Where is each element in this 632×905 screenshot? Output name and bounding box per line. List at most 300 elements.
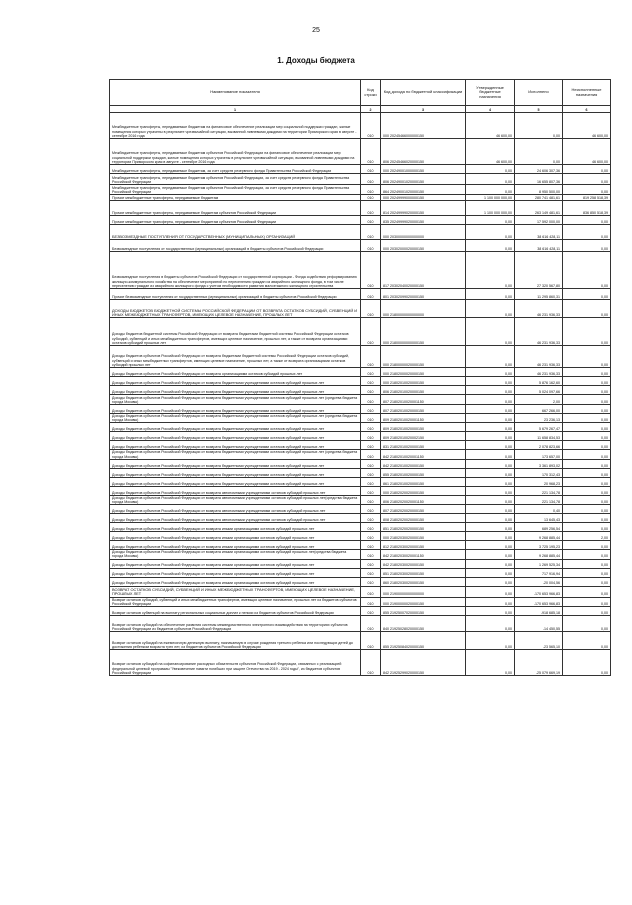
row-executed: 0,40 <box>515 505 563 514</box>
row-line-code: 010 <box>361 216 381 225</box>
row-name: Безвозмездные поступления от государственных (муниципальных) организаций в бюджеты субъектов Российской Федерации <box>110 240 361 252</box>
row-approved: 0,00 <box>466 495 515 504</box>
table-row <box>110 377 611 386</box>
row-unexecuted: 0,00 <box>563 300 611 318</box>
row-line-code: 010 <box>361 650 381 676</box>
row-line-code: 010 <box>361 405 381 414</box>
row-budget-code: 809 21802010020002150 <box>381 432 466 441</box>
table-row <box>110 300 611 318</box>
table-row <box>110 289 611 300</box>
row-approved: 0,00 <box>466 423 515 432</box>
row-approved: 0,00 <box>466 165 515 174</box>
table-row <box>110 486 611 495</box>
row-name: Доходы бюджетов субъектов Российской Федерации от возврата автономными учреждениями остатков субсидий прошлых лет(средства бюджета города Москвы) <box>110 495 361 504</box>
row-unexecuted: 0,00 <box>563 523 611 532</box>
col-header-budget-code: Код дохода по бюджетной классификации <box>381 80 466 106</box>
row-name: Доходы бюджетов субъектов Российской Федерации от возврата иными организациями остатков субсидий прошлых лет <box>110 541 361 550</box>
row-line-code: 010 <box>361 113 381 139</box>
row-executed: 46 231 936,33 <box>515 346 563 368</box>
row-name: Межбюджетные трансферты, передаваемые бюджетам субъектов Российской Федерации, за счет средств резервного фонда Правительства Российской Федерации <box>110 185 361 195</box>
row-budget-code: 809 21802010020001150 <box>381 414 466 423</box>
row-executed: 1 269 525,34 <box>515 559 563 568</box>
row-line-code: 010 <box>361 139 381 165</box>
row-name: Доходы бюджетов субъектов Российской Федерации от возврата иными организациями остатков субсидий прошлых лет <box>110 559 361 568</box>
row-approved: 0,00 <box>466 240 515 252</box>
row-approved: 0,00 <box>466 505 515 514</box>
row-approved: 0,00 <box>466 616 515 632</box>
row-name: Возврат остатков субсидий на обеспечение развития системы межведомственного электронного взаимодействия на территориях субъектов Российской Федерации из бюджетов субъектов Российской Федерации <box>110 616 361 632</box>
table-row <box>110 468 611 477</box>
table-header <box>110 80 611 113</box>
col-num-5: 5 <box>515 106 563 113</box>
row-name: Прочие межбюджетные трансферты, передаваемые бюджетам <box>110 195 361 201</box>
row-budget-code: 855 21802010020000150 <box>381 468 466 477</box>
row-budget-code: 806 21802020020001150 <box>381 495 466 504</box>
row-line-code: 010 <box>361 477 381 486</box>
row-line-code: 010 <box>361 505 381 514</box>
row-executed: -170 653 966,83 <box>515 586 563 597</box>
row-line-code: 010 <box>361 459 381 468</box>
row-line-code: 010 <box>361 185 381 195</box>
table-row <box>110 532 611 541</box>
row-unexecuted: 0,00 <box>563 505 611 514</box>
table-row <box>110 632 611 650</box>
row-name: Доходы бюджетов бюджетной системы Российской Федерации от возврата бюджетами бюджетной системы Российской Федерации остатков субсидий, субвенций и иных межбюджетных трансфертов, имеющих целевое назначение, прошлых лет, а также от возврата организациями остатков субсидий прошлых лет <box>110 318 361 346</box>
row-line-code: 010 <box>361 632 381 650</box>
row-name: Доходы бюджетов субъектов Российской Федерации от возврата автономными учреждениями остатков субсидий прошлых лет <box>110 486 361 495</box>
row-approved: 0,00 <box>466 586 515 597</box>
row-budget-code: 842 21802010020001150 <box>381 450 466 459</box>
row-unexecuted: 0,00 <box>563 577 611 586</box>
row-line-code: 010 <box>361 395 381 405</box>
row-name: Прочие межбюджетные трансферты, передаваемые бюджетам субъектов Российской Федерации <box>110 216 361 225</box>
row-approved: 0,00 <box>466 377 515 386</box>
row-unexecuted: 0,00 <box>563 423 611 432</box>
col-num-3: 3 <box>381 106 466 113</box>
row-approved: 0,00 <box>466 577 515 586</box>
row-line-code: 010 <box>361 225 381 240</box>
row-executed: 11 658 834,53 <box>515 432 563 441</box>
row-budget-code: 000 20245466000000150 <box>381 113 466 139</box>
row-line-code: 010 <box>361 486 381 495</box>
row-executed: 20 968,23 <box>515 477 563 486</box>
row-executed: 5 679 267,47 <box>515 423 563 432</box>
row-name: Доходы бюджетов субъектов Российской Федерации от возврата бюджетными учреждениями остатков субсидий прошлых лет <box>110 477 361 486</box>
table-row <box>110 541 611 550</box>
row-unexecuted: 0,00 <box>563 495 611 504</box>
table-row <box>110 240 611 252</box>
row-approved: 0,00 <box>466 477 515 486</box>
row-budget-code: 806 20245466020000150 <box>381 139 466 165</box>
row-approved: 0,00 <box>466 550 515 559</box>
row-line-code: 010 <box>361 377 381 386</box>
row-approved: 0,00 <box>466 568 515 577</box>
table-row <box>110 216 611 225</box>
row-line-code: 010 <box>361 597 381 606</box>
row-budget-code: 000 21800000000000150 <box>381 318 466 346</box>
row-name: Межбюджетные трансферты, передаваемые бюджетам субъектов Российской Федерации, за счет средств резервного фонда Правительства Российской Федерации <box>110 174 361 185</box>
table-row <box>110 346 611 368</box>
table-row <box>110 495 611 504</box>
row-name: Доходы бюджетов субъектов Российской Федерации от возврата иными организациями остатков субсидий прошлых лет <box>110 568 361 577</box>
row-approved: 0,00 <box>466 559 515 568</box>
table-row <box>110 185 611 195</box>
row-line-code: 010 <box>361 423 381 432</box>
row-budget-code: 000 21802030020000150 <box>381 532 466 541</box>
row-name: Доходы бюджетов субъектов Российской Федерации от возврата бюджетами бюджетной системы Российской Федерации остатков субсидий, субвенций и иных межбюджетных трансфертов, имеющих целевое назначение, прошлых лет, а также от возврата организациями остатков субсидий прошлых лет <box>110 346 361 368</box>
row-unexecuted: 0,00 <box>563 174 611 185</box>
row-line-code: 010 <box>361 441 381 450</box>
row-unexecuted: 0,00 <box>563 368 611 377</box>
row-executed: 46 231 936,33 <box>515 300 563 318</box>
row-line-code: 010 <box>361 607 381 616</box>
row-line-code: 010 <box>361 346 381 368</box>
row-executed: -918 685,18 <box>515 607 563 616</box>
table-row <box>110 577 611 586</box>
row-name: Безвозмездные поступления в бюджеты субъектов Российской Федерации от государственной корпорации - Фонда содействия реформированию жилищно-коммунального хозяйства на обеспечение мероприятий по переселению граждан из аварийного жилищного фонда, в том числе переселению граждан из аварийного жилищного фонда с учетом необходимости развития малоэтажного жилищного строительства <box>110 252 361 289</box>
row-budget-code: 835 20249999020000150 <box>381 216 466 225</box>
row-name: Доходы бюджетов субъектов Российской Федерации от возврата иными организациями остатков субсидий прошлых лет <box>110 532 361 541</box>
row-name: Возврат остатков субсидий, субвенций и иных межбюджетных трансфертов, имеющих целевое назначение, прошлых лет из бюджетов субъектов Российской Федерации <box>110 597 361 606</box>
row-approved: 0,00 <box>466 532 515 541</box>
row-name: Доходы бюджетов субъектов Российской Федерации от возврата автономными учреждениями остатков субсидий прошлых лет <box>110 514 361 523</box>
row-name: Доходы бюджетов субъектов Российской Федерации от возврата бюджетными учреждениями остатков субсидий прошлых лет <box>110 386 361 395</box>
row-unexecuted: 836 850 518,39 <box>563 201 611 216</box>
col-header-approved: Утвержденные бюджетные назначения <box>466 80 515 106</box>
row-approved: 0,00 <box>466 459 515 468</box>
col-header-name: Наименование показателя <box>110 80 361 106</box>
row-name: Доходы бюджетов субъектов Российской Федерации от возврата бюджетными учреждениями остатков субсидий прошлых лет <box>110 432 361 441</box>
row-budget-code: 806 20249001020000150 <box>381 174 466 185</box>
row-approved: 0,00 <box>466 432 515 441</box>
row-executed: 717 916,94 <box>515 568 563 577</box>
row-executed: 17 592 000,00 <box>515 216 563 225</box>
table-row <box>110 174 611 185</box>
row-name: Прочие межбюджетные трансферты, передаваемые бюджетам субъектов Российской Федерации <box>110 201 361 216</box>
table-row <box>110 432 611 441</box>
row-unexecuted: 0,00 <box>563 597 611 606</box>
row-budget-code: 840 21925028020000150 <box>381 616 466 632</box>
row-name: Доходы бюджетов субъектов Российской Федерации от возврата иными организациями остатков субсидий прошлых лет(средства бюджета города Москвы) <box>110 550 361 559</box>
col-header-executed: Исполнено <box>515 80 563 106</box>
row-unexecuted: 0,00 <box>563 486 611 495</box>
row-approved: 0,00 <box>466 318 515 346</box>
table-row <box>110 395 611 405</box>
row-budget-code: 000 21800000000000000 <box>381 300 466 318</box>
row-executed: 9 268 885,44 <box>515 550 563 559</box>
table-row <box>110 423 611 432</box>
row-unexecuted: 0,00 <box>563 450 611 459</box>
row-executed: 38 616 428,11 <box>515 240 563 252</box>
row-unexecuted: 0,00 <box>563 586 611 597</box>
row-budget-code: 000 21802020020000150 <box>381 486 466 495</box>
row-unexecuted: 0,00 <box>563 318 611 346</box>
table-row <box>110 225 611 240</box>
table-row <box>110 405 611 414</box>
row-approved: 0,00 <box>466 300 515 318</box>
row-approved: 1 100 000 000,00 <box>466 201 515 216</box>
row-unexecuted: 0,00 <box>563 165 611 174</box>
row-executed: 0,00 <box>515 113 563 139</box>
row-budget-code: 801 20302099020000150 <box>381 289 466 300</box>
row-budget-code: 807 21802010020001150 <box>381 395 466 405</box>
table-row <box>110 139 611 165</box>
row-executed: 5 876 162,60 <box>515 377 563 386</box>
row-budget-code: 842 21802010020000150 <box>381 459 466 468</box>
col-num-1: 1 <box>110 106 361 113</box>
row-executed: 280 741 481,61 <box>515 195 563 201</box>
row-unexecuted: 0,00 <box>563 459 611 468</box>
row-unexecuted: 0,00 <box>563 225 611 240</box>
table-row <box>110 414 611 423</box>
table-row <box>110 568 611 577</box>
col-num-6: 6 <box>563 106 611 113</box>
col-num-4: 4 <box>466 106 515 113</box>
row-approved: 0,00 <box>466 252 515 289</box>
row-name: Возврат остатков субсидий на софинансирование расходных обязательств субъектов Российской Федерации, связанных с реализацией федеральной целевой программы "Увековечение памяти погибших при защите Отечества на 2019 - 2024 годы", из бюджетов субъектов Российской Федерации <box>110 650 361 676</box>
row-executed: 2 078 823,66 <box>515 441 563 450</box>
row-executed: 23 236,13 <box>515 414 563 423</box>
table-row <box>110 386 611 395</box>
row-executed: 221 134,78 <box>515 495 563 504</box>
row-budget-code: 809 21802010020000150 <box>381 423 466 432</box>
row-line-code: 010 <box>361 240 381 252</box>
row-name: Доходы бюджетов субъектов Российской Федерации от возврата иными организациями остатков субсидий прошлых лет <box>110 523 361 532</box>
table-row <box>110 514 611 523</box>
table-body <box>110 113 611 676</box>
row-executed: 2,00 <box>515 395 563 405</box>
row-line-code: 010 <box>361 201 381 216</box>
table-row <box>110 616 611 632</box>
row-approved: 0,00 <box>466 225 515 240</box>
row-executed: 667 266,00 <box>515 405 563 414</box>
row-executed: 170 312,43 <box>515 468 563 477</box>
row-name: Доходы бюджетов субъектов Российской Федерации от возврата бюджетными учреждениями остатков субсидий прошлых лет (средства бюджета города Москвы) <box>110 450 361 459</box>
row-executed: 46 231 936,33 <box>515 368 563 377</box>
row-approved: 0,00 <box>466 597 515 606</box>
row-approved: 0,00 <box>466 386 515 395</box>
row-executed: 221 134,78 <box>515 486 563 495</box>
row-budget-code: 806 21802010020000150 <box>381 386 466 395</box>
row-unexecuted: 0,00 <box>563 568 611 577</box>
table-row <box>110 113 611 139</box>
row-unexecuted: 0,00 <box>563 377 611 386</box>
row-name: Возврат остатков субсидий на ежемесячную денежную выплату, назначаемую в случае рождения третьего ребенка или последующих детей до достижения ребенком возраста трех лет, из бюджетов субъектов Российской Федерации <box>110 632 361 650</box>
table-row <box>110 505 611 514</box>
row-line-code: 010 <box>361 414 381 423</box>
row-executed: 9 268 885,44 <box>515 532 563 541</box>
row-executed: 5 024 097,66 <box>515 386 563 395</box>
row-budget-code: 860 21802030020000150 <box>381 577 466 586</box>
row-unexecuted: 0,00 <box>563 632 611 650</box>
row-name: ВОЗВРАТ ОСТАТКОВ СУБСИДИЙ, СУБВЕНЦИЙ И ИНЫХ МЕЖБЮДЖЕТНЫХ ТРАНСФЕРТОВ, ИМЕЮЩИХ ЦЕЛЕВОЕ НАЗНАЧЕНИЕ, ПРОШЛЫХ ЛЕТ <box>110 586 361 597</box>
row-line-code: 010 <box>361 318 381 346</box>
row-approved: 0,00 <box>466 441 515 450</box>
row-budget-code: 855 21925084020000150 <box>381 632 466 650</box>
row-unexecuted: 46 600,00 <box>563 139 611 165</box>
row-approved: 0,00 <box>466 174 515 185</box>
row-line-code: 010 <box>361 514 381 523</box>
table-row <box>110 607 611 616</box>
row-approved: 0,00 <box>466 523 515 532</box>
row-budget-code: 842 21925299020000150 <box>381 650 466 676</box>
row-approved: 0,00 <box>466 368 515 377</box>
row-executed: -14 450,55 <box>515 616 563 632</box>
table-row <box>110 252 611 289</box>
row-name: Доходы бюджетов субъектов Российской Федерации от возврата организациями остатков субсидий прошлых лет <box>110 368 361 377</box>
row-approved: 0,00 <box>466 607 515 616</box>
row-approved: 0,00 <box>466 395 515 405</box>
row-approved: 0,00 <box>466 414 515 423</box>
row-approved: 46 600,00 <box>466 139 515 165</box>
col-header-line-code: Код строки <box>361 80 381 106</box>
row-line-code: 010 <box>361 289 381 300</box>
table-row <box>110 441 611 450</box>
row-approved: 0,00 <box>466 216 515 225</box>
row-budget-code: 000 21802000020000150 <box>381 368 466 377</box>
table-row <box>110 450 611 459</box>
row-budget-code: 855 21925007020000150 <box>381 607 466 616</box>
row-approved: 0,00 <box>466 514 515 523</box>
row-budget-code: 864 20249001020000150 <box>381 185 466 195</box>
row-unexecuted: 0,00 <box>563 468 611 477</box>
row-executed: 46 231 936,33 <box>515 318 563 346</box>
col-header-unexecuted: Неисполненные назначения <box>563 80 611 106</box>
row-unexecuted: 0,00 <box>563 616 611 632</box>
table-row <box>110 597 611 606</box>
row-name: БЕЗВОЗМЕЗДНЫЕ ПОСТУПЛЕНИЯ ОТ ГОСУДАРСТВЕННЫХ (МУНИЦИПАЛЬНЫХ) ОРГАНИЗАЦИЙ <box>110 225 361 240</box>
row-line-code: 010 <box>361 586 381 597</box>
row-line-code: 010 <box>361 386 381 395</box>
row-executed: -23 565,10 <box>515 632 563 650</box>
row-approved: 0,00 <box>466 468 515 477</box>
row-budget-code: 842 21802030020001150 <box>381 550 466 559</box>
row-name: Доходы бюджетов субъектов Российской Федерации от возврата автономными учреждениями остатков субсидий прошлых лет <box>110 505 361 514</box>
row-unexecuted: 0,00 <box>563 216 611 225</box>
row-budget-code: 000 21900000000000000 <box>381 586 466 597</box>
row-unexecuted: 46 600,00 <box>563 113 611 139</box>
row-budget-code: 814 20249999020000150 <box>381 201 466 216</box>
row-executed: -25 079 669,19 <box>515 650 563 676</box>
row-budget-code: 851 21802020020000150 <box>381 523 466 532</box>
row-unexecuted: 0,00 <box>563 514 611 523</box>
row-budget-code: 807 21802010020000150 <box>381 405 466 414</box>
row-name: Доходы бюджетов субъектов Российской Федерации от возврата бюджетными учреждениями остатков субсидий прошлых лет <box>110 405 361 414</box>
row-line-code: 010 <box>361 368 381 377</box>
row-budget-code: 812 21802030020000150 <box>381 541 466 550</box>
row-approved: 1 100 000 000,00 <box>466 195 515 201</box>
row-line-code: 010 <box>361 532 381 541</box>
row-unexecuted: 0,00 <box>563 395 611 405</box>
row-unexecuted: 0,00 <box>563 414 611 423</box>
row-line-code: 010 <box>361 252 381 289</box>
row-approved: 0,00 <box>466 346 515 368</box>
row-unexecuted: 0,00 <box>563 559 611 568</box>
row-executed: 3 361 893,02 <box>515 459 563 468</box>
row-name: Доходы бюджетов субъектов Российской Федерации от возврата бюджетными учреждениями остатков субсидий прошлых лет <box>110 423 361 432</box>
row-budget-code: 861 21802010020000150 <box>381 477 466 486</box>
row-name: Межбюджетные трансферты, передаваемые бюджетам субъектов Российской Федерации на финансовое обеспечение реализации мер социальной поддержки граждан, жилые помещения которых утрачены в результате чрезвычайной ситуации, вызванной ливневыми дождями на территории Приморского края в августе - сентябре 2016 года <box>110 139 361 165</box>
row-executed: 3 725 195,23 <box>515 541 563 550</box>
table-row <box>110 477 611 486</box>
row-unexecuted: 819 258 518,39 <box>563 195 611 201</box>
row-executed: 11 295 860,31 <box>515 289 563 300</box>
row-unexecuted: 0,00 <box>563 607 611 616</box>
row-name: Доходы бюджетов субъектов Российской Федерации от возврата бюджетными учреждениями остатков субсидий прошлых лет (средства бюджета города Москвы) <box>110 414 361 423</box>
row-approved: 0,00 <box>466 289 515 300</box>
table-row <box>110 586 611 597</box>
row-name: Доходы бюджетов субъектов Российской Федерации от возврата иными организациями остатков субсидий прошлых лет <box>110 577 361 586</box>
row-budget-code: 817 20302040020000150 <box>381 252 466 289</box>
row-approved: 0,00 <box>466 405 515 414</box>
row-unexecuted: 0,00 <box>563 252 611 289</box>
row-name: ДОХОДЫ БЮДЖЕТОВ БЮДЖЕТНОЙ СИСТЕМЫ РОССИЙСКОЙ ФЕДЕРАЦИИ ОТ ВОЗВРАТА ОСТАТКОВ СУБСИДИЙ, СУБВЕНЦИЙ И ИНЫХ МЕЖБЮДЖЕТНЫХ ТРАНСФЕРТОВ, ИМЕЮЩИХ ЦЕЛЕВОЕ НАЗНАЧЕНИЕ, ПРОШЛЫХ ЛЕТ <box>110 300 361 318</box>
row-approved: 0,00 <box>466 541 515 550</box>
row-line-code: 010 <box>361 559 381 568</box>
table-row <box>110 650 611 676</box>
table-row <box>110 550 611 559</box>
row-budget-code: 831 21802010020000150 <box>381 441 466 450</box>
page-number: 25 <box>312 27 320 34</box>
row-line-code: 010 <box>361 568 381 577</box>
row-budget-code: 808 21802020020000150 <box>381 514 466 523</box>
row-unexecuted: 0,00 <box>563 405 611 414</box>
row-line-code: 010 <box>361 300 381 318</box>
row-budget-code: 807 21802020020000150 <box>381 505 466 514</box>
row-executed: -20 004,56 <box>515 577 563 586</box>
row-line-code: 010 <box>361 432 381 441</box>
row-name: Доходы бюджетов субъектов Российской Федерации от возврата бюджетными учреждениями остатков субсидий прошлых лет <box>110 441 361 450</box>
row-unexecuted: 0,00 <box>563 386 611 395</box>
row-line-code: 010 <box>361 165 381 174</box>
row-name: Прочие безвозмездные поступления от государственных (муниципальных) организаций в бюджеты субъектов Российской Федерации <box>110 289 361 300</box>
row-executed: 689 256,54 <box>515 523 563 532</box>
row-unexecuted: 0,00 <box>563 240 611 252</box>
row-unexecuted: 0,00 <box>563 477 611 486</box>
row-unexecuted: 0,00 <box>563 441 611 450</box>
row-unexecuted: 0,00 <box>563 289 611 300</box>
row-unexecuted: 0,00 <box>563 185 611 195</box>
table-row <box>110 559 611 568</box>
row-line-code: 010 <box>361 195 381 201</box>
row-unexecuted: 0,00 <box>563 650 611 676</box>
column-number-row <box>110 106 611 113</box>
row-approved: 0,00 <box>466 632 515 650</box>
row-executed: 0,00 <box>515 139 563 165</box>
row-name: Доходы бюджетов субъектов Российской Федерации от возврата бюджетными учреждениями остатков субсидий прошлых лет <box>110 468 361 477</box>
row-approved: 46 600,00 <box>466 113 515 139</box>
row-unexecuted: 0,00 <box>563 432 611 441</box>
income-table <box>109 79 611 676</box>
row-approved: 0,00 <box>466 486 515 495</box>
row-executed: -170 653 966,83 <box>515 597 563 606</box>
row-budget-code: 000 21800000020000150 <box>381 346 466 368</box>
table-row <box>110 201 611 216</box>
row-unexecuted: 0,00 <box>563 541 611 550</box>
row-executed: 8 950 500,00 <box>515 185 563 195</box>
row-approved: 0,00 <box>466 650 515 676</box>
row-line-code: 010 <box>361 550 381 559</box>
row-budget-code: 000 21802010020000150 <box>381 377 466 386</box>
row-unexecuted: 0,00 <box>563 346 611 368</box>
col-num-2: 2 <box>361 106 381 113</box>
row-budget-code: 000 20249999000000150 <box>381 195 466 201</box>
row-line-code: 010 <box>361 523 381 532</box>
row-approved: 0,00 <box>466 450 515 459</box>
row-executed: 173 657,00 <box>515 450 563 459</box>
row-line-code: 010 <box>361 450 381 459</box>
row-name: Доходы бюджетов субъектов Российской Федерации от возврата бюджетными учреждениями остатков субсидий прошлых лет <box>110 377 361 386</box>
